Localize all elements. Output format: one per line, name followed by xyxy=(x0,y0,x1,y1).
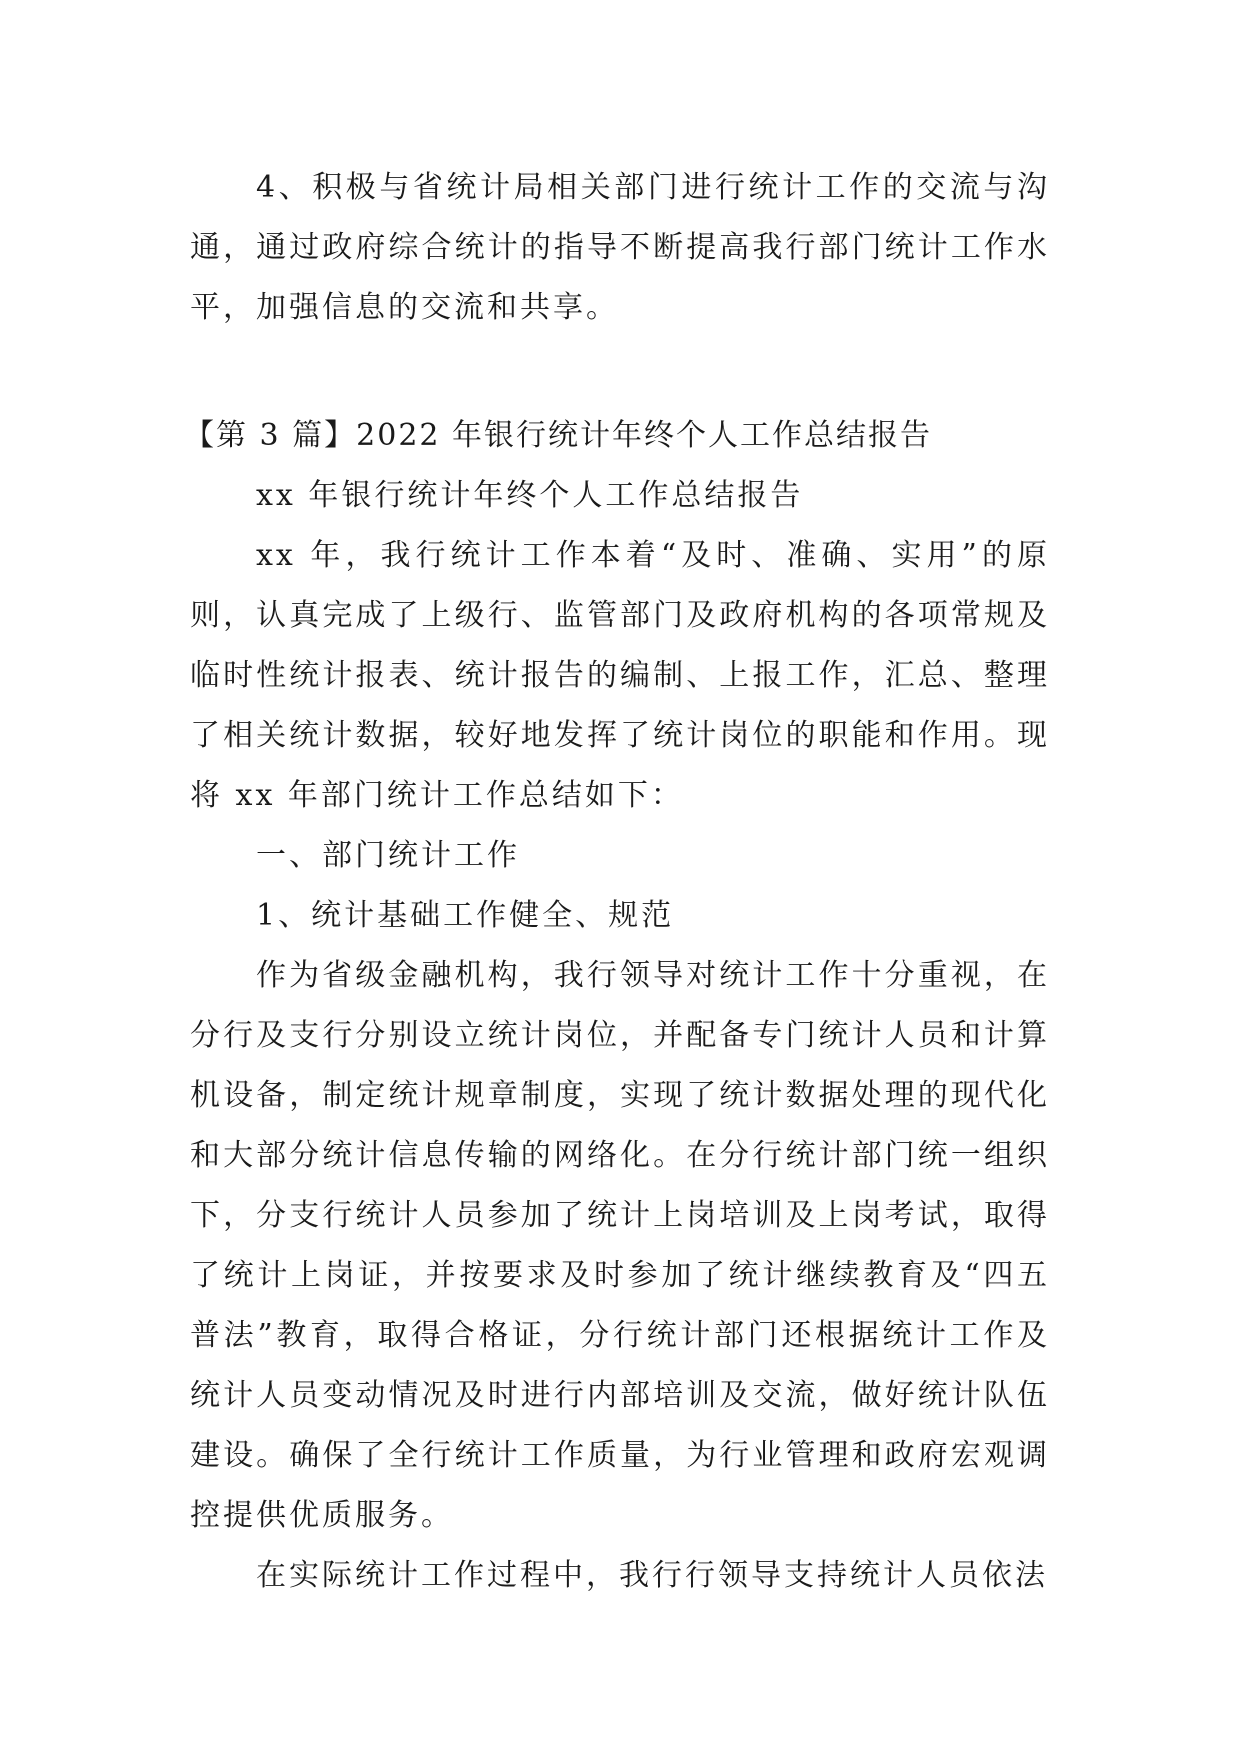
document-page xyxy=(184,158,1050,1606)
section-title-department: 一、部门统计工作 xyxy=(256,838,520,873)
paragraph-basics: 作为省级金融机构，我行领导对统计工作十分重视，在分行及支行分别设立统计岗位，并配备专门统计人员和计算机设备，制定统计规章制度，实现了统计数据处理的现代化和大部分统计信息传输的网络化。在分行统计部门统一组织下，分支行统计人员参加了统计上岗培训及上岗考试，取得了统计上岗证，并按要求及时参加了统计继续教育及“四五普法”教育，取得合格证，分行统计部门还根据统计工作及统计人员变动情况及时进行内部培训及交流，做好统计队伍建设。确保了全行统计工作质量，为行业管理和政府宏观调控提供优质服务。 xyxy=(190,958,1050,1533)
section-gap xyxy=(190,338,1050,406)
section-heading: 【第 3 篇】2022 年银行统计年终个人工作总结报告 xyxy=(184,418,933,453)
report-subtitle: xx 年银行统计年终个人工作总结报告 xyxy=(256,478,804,513)
paragraph-item-4: 4、积极与省统计局相关部门进行统计工作的交流与沟通，通过政府综合统计的指导不断提高我行部门统计工作水平，加强信息的交流和共享。 xyxy=(190,170,1050,325)
subsection-title-basics: 1、统计基础工作健全、规范 xyxy=(256,898,675,933)
paragraph-intro: xx 年，我行统计工作本着“及时、准确、实用”的原则，认真完成了上级行、监管部门及政府机构的各项常规及临时性统计报表、统计报告的编制、上报工作，汇总、整理了相关统计数据，较好地发挥了统计岗位的职能和作用。现将 xx 年部门统计工作总结如下： xyxy=(190,538,1050,813)
paragraph-practice: 在实际统计工作过程中，我行行领导支持统计人员依法 xyxy=(256,1558,1048,1593)
